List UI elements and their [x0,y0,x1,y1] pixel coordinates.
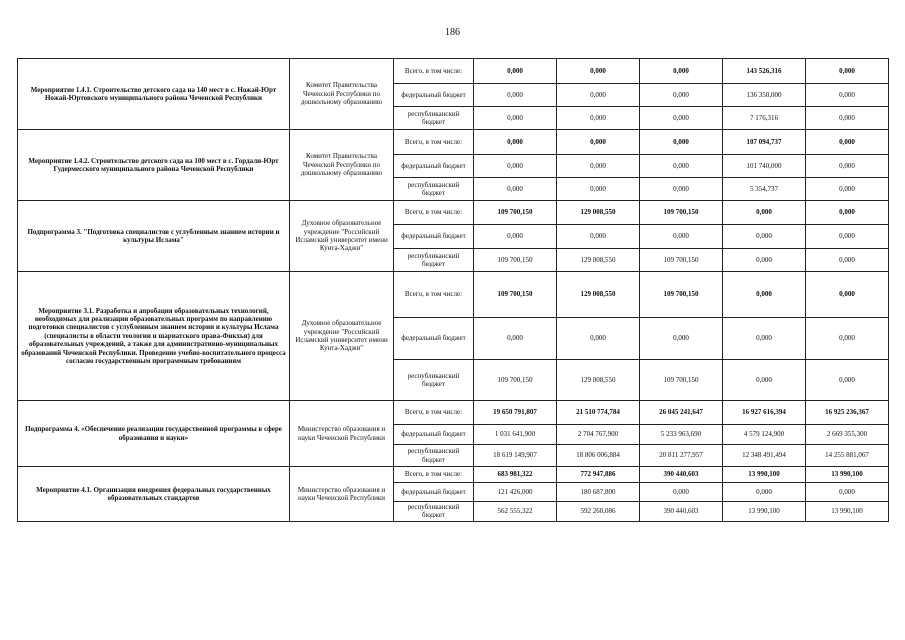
amount-cell: 0,000 [474,178,557,201]
amount-cell: 0,000 [640,178,723,201]
amount-cell: 5 354,737 [723,178,806,201]
amount-cell: 0,000 [806,318,889,360]
amount-cell: 772 947,886 [557,467,640,483]
amount-cell: 107 094,737 [723,130,806,155]
funding-source-cell: республиканский бюджет [394,360,474,401]
funding-source-cell: федеральный бюджет [394,483,474,502]
funding-source-cell: республиканский бюджет [394,178,474,201]
amount-cell: 0,000 [806,107,889,130]
amount-cell: 0,000 [806,225,889,249]
funding-source-cell: Всего, в том числе: [394,130,474,155]
amount-cell: 18 619 149,907 [474,445,557,467]
amount-cell: 16 925 236,367 [806,401,889,425]
amount-cell: 180 687,800 [557,483,640,502]
amount-cell: 0,000 [640,107,723,130]
amount-cell: 0,000 [557,318,640,360]
responsible-executor-cell: Министерство образования и науки Чеченской Республики [290,401,394,467]
amount-cell: 0,000 [640,225,723,249]
amount-cell: 1 031 641,900 [474,425,557,445]
amount-cell: 129 008,550 [557,272,640,318]
amount-cell: 0,000 [557,84,640,107]
amount-cell: 0,000 [806,84,889,107]
amount-cell: 2 669 355,300 [806,425,889,445]
amount-cell: 0,000 [806,249,889,272]
amount-cell: 13 990,100 [806,502,889,522]
amount-cell: 592 260,086 [557,502,640,522]
item-name-cell: Мероприятие 4.1. Организация внедрения федеральных государственных образовательных стандартов [18,467,290,522]
amount-cell: 0,000 [474,107,557,130]
item-name-cell: Мероприятие 1.4.1. Строительство детского сада на 140 мест в с. Ножай-Юрт Ножай-Юртовского муниципального района Чеченской Республики [18,59,290,130]
amount-cell: 0,000 [806,201,889,225]
amount-cell: 136 350,000 [723,84,806,107]
amount-cell: 0,000 [723,318,806,360]
responsible-executor-cell: Духовное образовательное учреждение "Российский Исламский университет имени Кунта-Хаджи" [290,272,394,401]
amount-cell: 109 700,150 [474,201,557,225]
table-row [18,467,889,483]
amount-cell: 0,000 [474,59,557,84]
amount-cell: 0,000 [723,272,806,318]
funding-source-cell: федеральный бюджет [394,318,474,360]
table-row [18,201,889,225]
amount-cell: 109 700,150 [474,249,557,272]
amount-cell: 0,000 [474,84,557,107]
item-name-cell: Мероприятие 1.4.2. Строительство детского сада на 100 мест в с. Гордали-Юрт Гудермесского муниципального района Чеченской Республики [18,130,290,201]
table-row [18,272,889,318]
amount-cell: 0,000 [806,483,889,502]
amount-cell: 0,000 [474,318,557,360]
table-row [18,130,889,155]
table-body [18,59,889,522]
amount-cell: 0,000 [806,272,889,318]
amount-cell: 129 008,550 [557,360,640,401]
amount-cell: 14 255 881,067 [806,445,889,467]
amount-cell: 0,000 [474,225,557,249]
funding-source-cell: Всего, в том числе: [394,467,474,483]
amount-cell: 20 811 277,957 [640,445,723,467]
item-name-cell: Подпрограмма 4. «Обеспечение реализации государственной программы в сфере образования и науки» [18,401,290,467]
amount-cell: 0,000 [557,59,640,84]
amount-cell: 683 981,322 [474,467,557,483]
amount-cell: 0,000 [640,483,723,502]
table-row [18,59,889,84]
amount-cell: 0,000 [723,249,806,272]
amount-cell: 0,000 [474,130,557,155]
amount-cell: 0,000 [557,130,640,155]
funding-source-cell: Всего, в том числе: [394,401,474,425]
amount-cell: 13 990,100 [806,467,889,483]
amount-cell: 562 555,322 [474,502,557,522]
amount-cell: 19 650 791,807 [474,401,557,425]
amount-cell: 0,000 [640,318,723,360]
funding-source-cell: Всего, в том числе: [394,201,474,225]
responsible-executor-cell: Комитет Правительства Чеченской Республики по дошкольному образованию [290,130,394,201]
amount-cell: 0,000 [557,107,640,130]
amount-cell: 0,000 [640,130,723,155]
funding-source-cell: федеральный бюджет [394,425,474,445]
item-name-cell: Мероприятие 3.1. Разработка и апробация образовательных технологий, необходимых для реализации образовательных программ по направлению подготовки специалистов с углубленным знанием истории и культуры Ислама (специалисты в области теологии и шариатского права-Фикхья) для образовательных учреждений, а также для административно-муниципальных образований Чеченской Республики. Проведение учебно-воспитательного процесса согласно государственным программным требованиям [18,272,290,401]
amount-cell: 18 806 006,884 [557,445,640,467]
budget-table [17,58,889,522]
amount-cell: 109 700,150 [640,201,723,225]
amount-cell: 390 440,603 [640,502,723,522]
page-number: 186 [445,27,460,38]
table-row [18,401,889,425]
amount-cell: 0,000 [557,155,640,178]
amount-cell: 0,000 [723,483,806,502]
amount-cell: 26 045 241,647 [640,401,723,425]
item-name-cell: Подпрограмма 3. "Подготовка специалистов с углубленным знанием истории и культуры Ислама" [18,201,290,272]
amount-cell: 13 990,100 [723,502,806,522]
amount-cell: 0,000 [474,155,557,178]
funding-source-cell: Всего, в том числе: [394,272,474,318]
amount-cell: 21 510 774,784 [557,401,640,425]
amount-cell: 121 426,000 [474,483,557,502]
amount-cell: 12 348 491,494 [723,445,806,467]
amount-cell: 109 700,150 [640,272,723,318]
funding-source-cell: республиканский бюджет [394,502,474,522]
amount-cell: 109 700,150 [474,272,557,318]
amount-cell: 0,000 [806,59,889,84]
funding-source-cell: Всего, в том числе: [394,59,474,84]
amount-cell: 2 704 767,900 [557,425,640,445]
amount-cell: 0,000 [723,225,806,249]
funding-source-cell: республиканский бюджет [394,249,474,272]
funding-source-cell: федеральный бюджет [394,155,474,178]
amount-cell: 4 579 124,900 [723,425,806,445]
amount-cell: 0,000 [806,178,889,201]
amount-cell: 16 927 616,394 [723,401,806,425]
amount-cell: 7 176,316 [723,107,806,130]
funding-source-cell: республиканский бюджет [394,445,474,467]
amount-cell: 0,000 [640,84,723,107]
amount-cell: 0,000 [806,130,889,155]
funding-source-cell: республиканский бюджет [394,107,474,130]
amount-cell: 0,000 [806,360,889,401]
amount-cell: 0,000 [723,360,806,401]
funding-source-cell: федеральный бюджет [394,225,474,249]
amount-cell: 109 700,150 [474,360,557,401]
responsible-executor-cell: Духовное образовательное учреждение "Российский Исламский университет имени Кунта-Хаджи" [290,201,394,272]
amount-cell: 0,000 [640,59,723,84]
amount-cell: 0,000 [557,225,640,249]
responsible-executor-cell: Комитет Правительства Чеченской Республики по дошкольному образованию [290,59,394,130]
amount-cell: 129 008,550 [557,201,640,225]
amount-cell: 109 700,150 [640,360,723,401]
amount-cell: 129 008,550 [557,249,640,272]
amount-cell: 0,000 [723,201,806,225]
amount-cell: 0,000 [557,178,640,201]
amount-cell: 0,000 [640,155,723,178]
amount-cell: 390 440,603 [640,467,723,483]
amount-cell: 5 233 963,690 [640,425,723,445]
amount-cell: 143 526,316 [723,59,806,84]
funding-source-cell: федеральный бюджет [394,84,474,107]
amount-cell: 101 740,000 [723,155,806,178]
amount-cell: 109 700,150 [640,249,723,272]
responsible-executor-cell: Министерство образования и науки Чеченской Республики [290,467,394,522]
amount-cell: 0,000 [806,155,889,178]
amount-cell: 13 990,100 [723,467,806,483]
